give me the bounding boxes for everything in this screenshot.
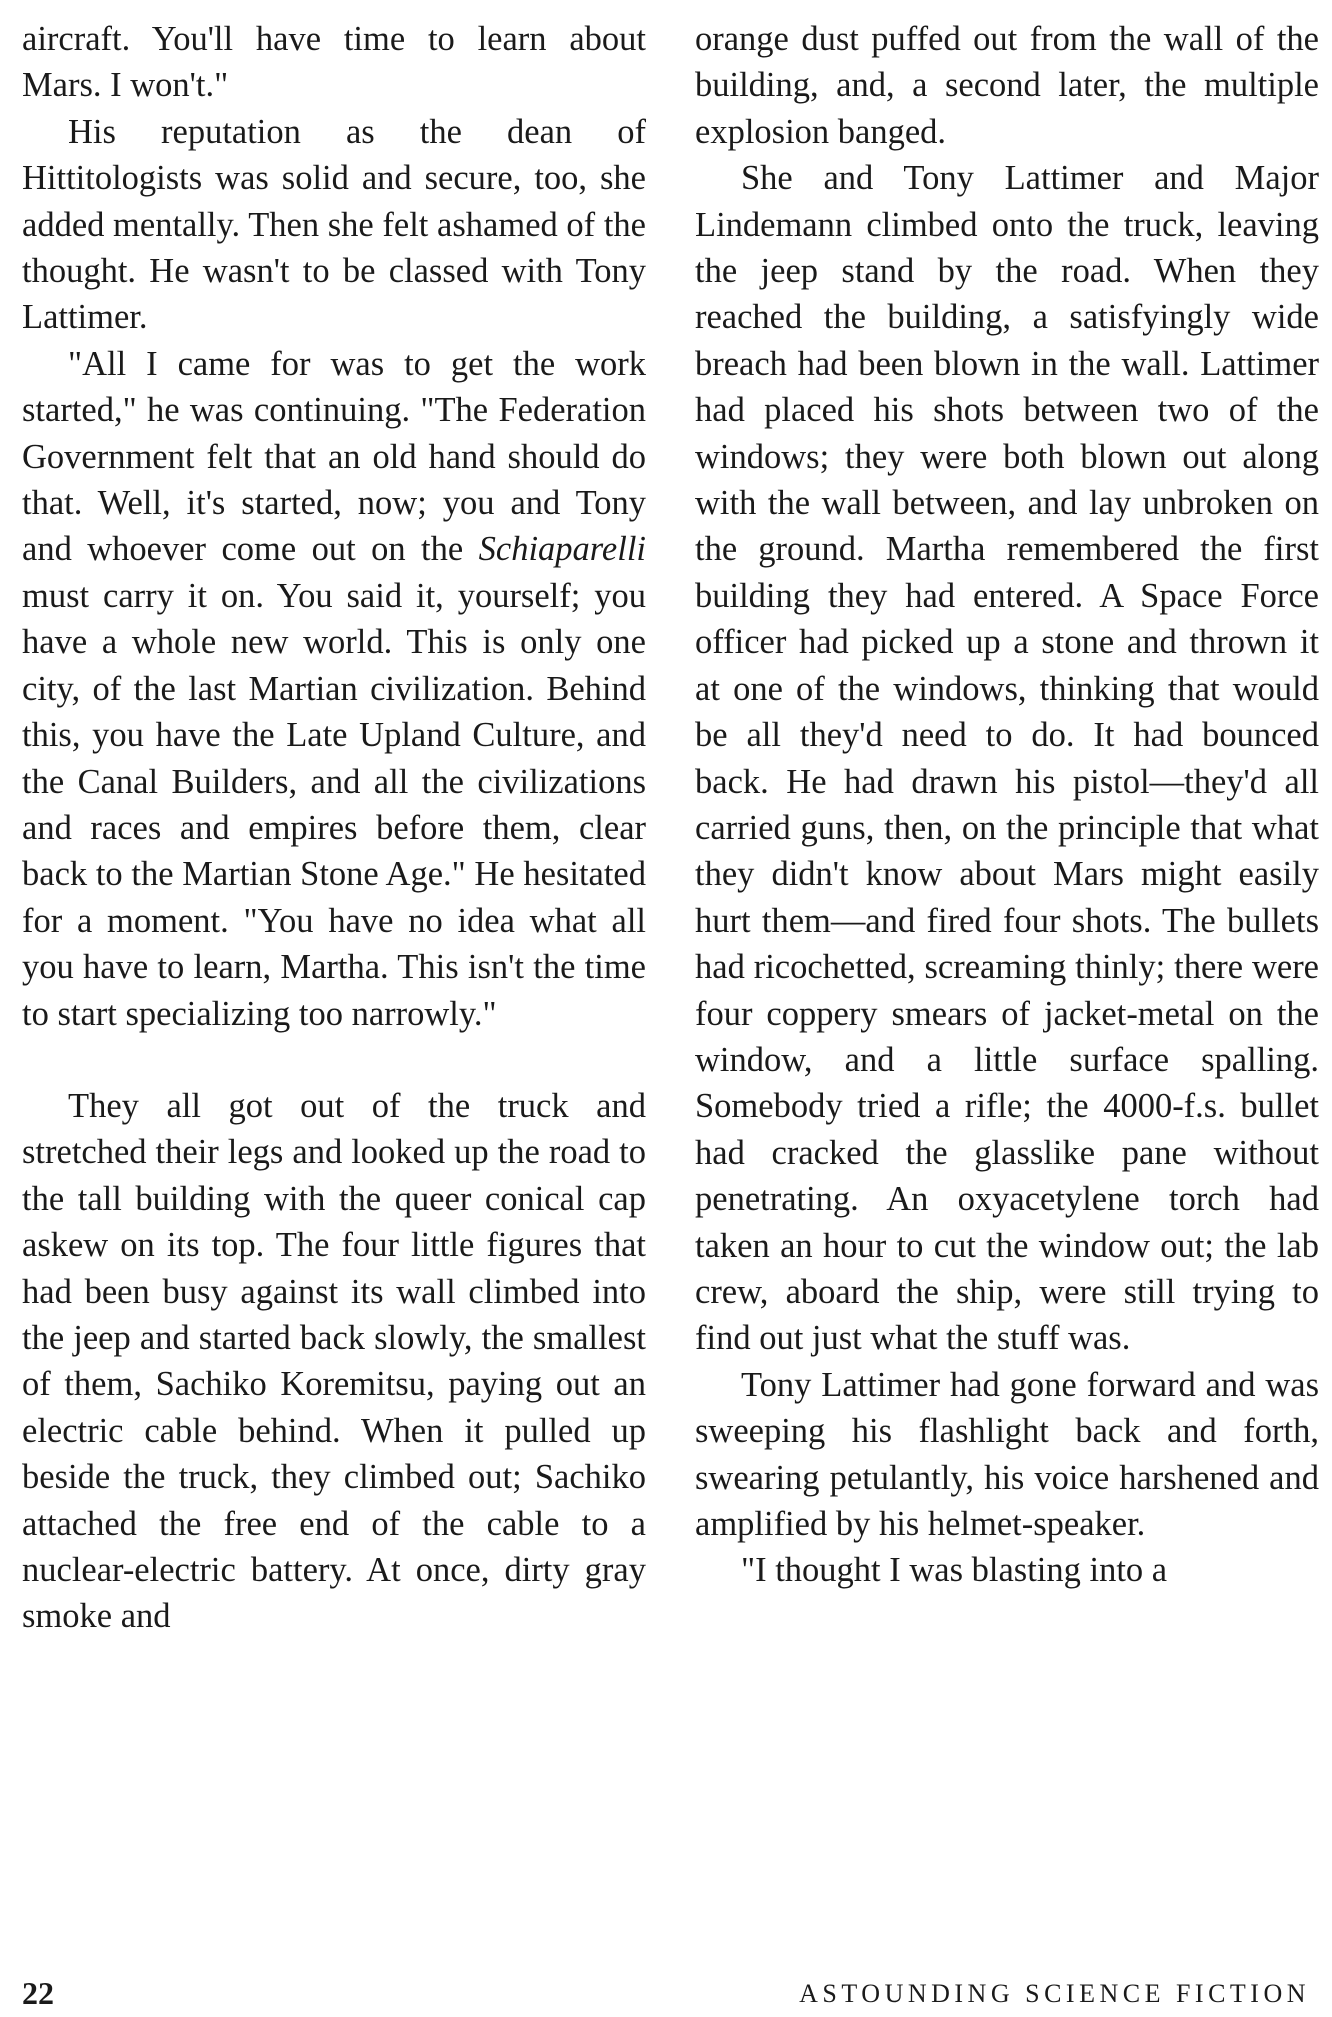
paragraph-right-1: orange dust puffed out from the wall of the building, and, a second later, the multiple explosion banged. [695, 20, 1319, 151]
paragraph-left-2: His reputation as the dean of Hittitologists was solid and secure, too, she added mentally. Then she felt ashamed of the thought. He wasn't to be classed with Tony Lattimer. [22, 112, 646, 337]
paragraph-right-2: She and Tony Lattimer and Major Lindemann climbed onto the truck, leaving the jeep stand by the road. When they reached the building, a satisfyingly wide breach had been blown in the wall. Lattimer had placed his shots between two of the windows; they were both blown out along with the wall between, and lay unbroken on the ground. Martha remembered the first building they had entered. A Space Force officer had picked up a stone and thrown it at one of the windows, thinking that would be all they'd need to do. It had bounced back. He had drawn his pistol—they'd all carried guns, then, on the principle that what they didn't know about Mars might easily hurt them—and fired four shots. The bullets had ricochetted, screaming thinly; there were four coppery smears of jacket-metal on the window, and a little surface spalling. Somebody tried a rifle; the 4000-f.s. bullet had cracked the glasslike pane without penetrating. An oxyacetylene torch had taken an hour to cut the window out; the lab crew, aboard the ship, were still trying to find out just what the stuff was. [695, 159, 1319, 1358]
paragraph-right-4: "I thought I was blasting into a [741, 1551, 1168, 1590]
paragraph-left-3 [22, 341, 646, 1037]
ship-name-schiaparelli: Schiaparelli [478, 530, 646, 569]
right-column [695, 16, 1319, 1594]
running-footer-title: ASTOUNDING SCIENCE FICTION [799, 1979, 1310, 2008]
paragraph-left-3-part-1: "All I came for was to get the work started," he was continuing. "The Federation Government felt that an old hand should do that. Well, it's started, now; you and Tony and whoever come out on the [22, 344, 646, 569]
paragraph-right-3: Tony Lattimer had gone forward and was sweeping his flashlight back and forth, swearing petulantly, his voice harshened and amplified by his helmet-speaker. [695, 1365, 1319, 1543]
paragraph-left-3-part-3: must carry it on. You said it, yourself; you have a whole new world. This is only one city, of the last Martian civilization. Behind this, you have the Late Upland Culture, and the Canal Builders, and all the civilizations and races and empires before them, clear back to the Martian Stone Age." He hesitated for a moment. "You have no idea what all you have to learn, Martha. This isn't the time to start specializing too narrowly." [22, 576, 646, 1033]
left-column [22, 16, 646, 1640]
page-number: 22 [22, 1975, 54, 2011]
paragraph-left-4: They all got out of the truck and stretched their legs and looked up the road to the tall building with the queer conical cap askew on its top. The four little figures that had been busy against its wall climbed into the jeep and started back slowly, the smallest of them, Sachiko Koremitsu, paying out an electric cable behind. When it pulled up beside the truck, they climbed out; Sachiko attached the free end of the cable to a nuclear-electric battery. At once, dirty gray smoke and [22, 1086, 646, 1636]
paragraph-left-1: aircraft. You'll have time to learn about Mars. I won't." [22, 20, 646, 105]
